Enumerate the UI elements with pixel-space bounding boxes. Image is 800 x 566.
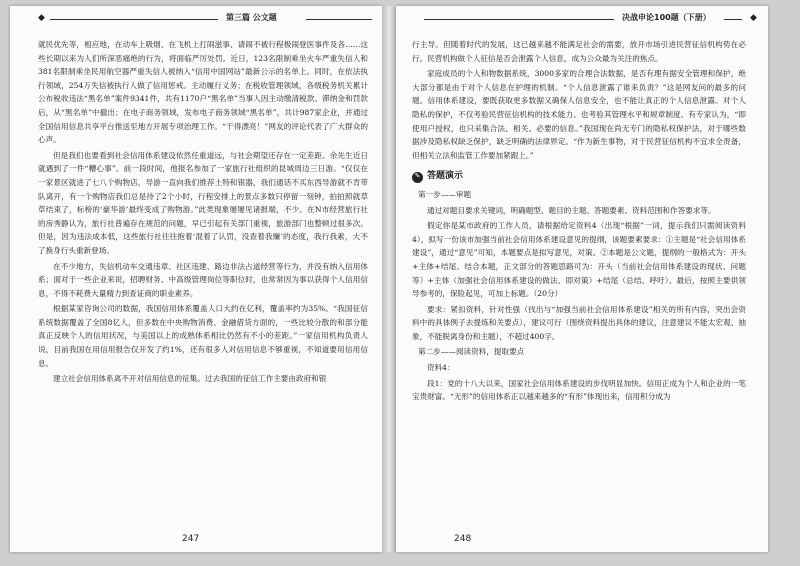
paragraph: 要求：紧扣资料，针对性强（找出与“加强当前社会信用体系建设”相关的所有内容，突出会资料中的具体例子去提炼和关要点），建议可行（围绕资料提出具体的建议，注意建议不能太宏观、抽象，不能脱离身份和主题），不超过400字。	[412, 304, 746, 341]
page-number: 248	[454, 534, 472, 544]
book-gutter	[382, 6, 396, 552]
header-rule	[50, 19, 218, 20]
left-page	[10, 6, 382, 552]
paragraph: 假定你是某市政府的工作人员，请根据给定资料4（出现“根据”一词，提示我们只需阅读资料4），拟写一份该市加强当前社会信用体系建设意见的提纲，该题要素要求：①主题是“社会信用体系建设”，通过“意见”可知，本题要点是拟写意见，对策。②本题是公文题，提纲的一般格式为：开头+主体+结尾。结合本题，正文部分的答题思路可为：开头（当前社会信用体系建设的现状、问题等）+主体（加强社会信用体系建设的做法、即对策）+结尾（总结、呼吁）。最后，按照主要供领导参考的，保险起见，可加上标题。（20分）	[412, 221, 746, 299]
diamond-icon: ◆	[750, 13, 757, 23]
right-page-body	[412, 38, 746, 406]
left-header-title: 第三篇 公文题	[226, 13, 277, 22]
section-heading	[412, 170, 746, 184]
left-page-body	[38, 38, 368, 388]
step-heading: 第一步——审题	[418, 189, 472, 199]
header-rule	[424, 19, 614, 20]
paragraph: 行主导。但随着时代的发展，这已越来越不能满足社会的需要，放开市场引进民营征信机构势在必行。民营机构做个人征信是否会泄露个人信息，成为公众最为关注的焦点。	[412, 40, 746, 63]
paragraph: 段1：党的十八大以来，国家社会信用体系建设的步伐明显加快。信用正成为个人和企业的一笔宝贵财富。“无形”的信用体系正以越来越多的“有形”体现出来，信用积分成为	[412, 378, 746, 402]
paragraph: 在不少地方，失信机动车交通违章、社区违建、路边非法占道经营等行为，并没有纳入信用体系；面对于一些企业来说，招聘财务、中高级管理岗位等职位时，也常常因为事以获得个人信用信息，不得不耗费大量精力到查证商的职业素养。	[38, 261, 368, 298]
paragraph: 建立社会信用体系离不开对信用信息的征集。过去我国的征信工作主要由政府和银	[53, 374, 327, 384]
material-label: 资料4：	[427, 363, 455, 373]
right-header-title: 决战申论100题（下册）	[622, 13, 711, 22]
header-rule	[724, 19, 742, 20]
paragraph: 家庭成员的个人和物数据系统，3000多家的合理合法数据，是否有理有据安全管理和保护，绝大部分都是由于对个人信息在护理的机制。“个人信息泄露了谁来负责？”这是网友问的最多的问题。信用体系建设，要既获取更多数据又确保人信息安全，也不能让真正的个人信息泄露。对个人隐私的保护，不仅考验民营征信机构的技术能力、也考验其管理水平和规章制度。有专家认为，“即使用户授权，也只采集合法、相关、必要的信息。”我国现在尚无专门的隐私权保护法，对于哪些数据涉及隐私权缺乏保护，缺乏明确的法律界定。“作为新生事物，对于民营征信机构不宜求全责备，但相关立法和监管工作要加紧跟上。”	[412, 69, 746, 160]
left-page-header	[38, 12, 364, 28]
paragraph: 就民优先等，相应地，在动车上吸烟、在飞机上打闹滋事、请闹不被行程极闹登医事件及各……这些长期以来为人们所深恶痛绝的行为，将面临严厉处罚。近日，123名限制乘坐火车严重失信人和381名限制乘坐民用航空器严重失信人被纳入“信用中国网站”最新公示的名单上。同时，在依法执行领域，254万失信被执行人做了信用惩戒。主动履行义务；在税收管理领域，各级税务机关累计公布税收违法“黑名单”案件9341件，共有1170户“黑名单”当事人因主动缴清税款、滞纳金和罚款后，从“黑名单”中撤出；在电子商务领域，发布电子商务领域“黑名单”，共计987家企业，并通过全国信用信息共享平台推送至地方开展专项治理工作。“干得漂亮！”网友的评论代表了广大群众的心声。	[38, 40, 368, 145]
right-page-header	[424, 12, 757, 28]
page-number: 247	[182, 534, 200, 544]
paragraph: 根据某家咨询公司的数据，我国信用体系覆盖人口大约在亿利，覆盖率约为35%。“我国征信系统数据覆盖了全国8亿人，但多数在中央购物消费、金融借贷方面的，一些比较分散的和部分能真正反映个人的信用状况，与美国以上的成熟体系相比仍然有不小的差距。”一家信用机构负责人说，目前我国在用信用报告仅开发了约1%，还有很多人对信用信息不够重视，不知道要用信用信息。	[38, 304, 368, 368]
paragraph: 通过对题目要求关键词，明确题型、题目的主题、答题要素、资料范围和作答要求等。	[427, 205, 716, 215]
right-page	[396, 6, 768, 552]
header-rule	[306, 19, 372, 20]
diamond-icon: ◆	[38, 13, 45, 23]
section-title: 答题演示	[427, 171, 464, 182]
answer-demo-icon: ✎	[412, 172, 423, 183]
paragraph: 但是我们也要看到社会信用体系建设依然任重道远，与社会期望还存在一定差距。余先生近日就遇到了一件“糟心事”。前一段时间，他报名参加了一家旅行社组织的昆城周边三日游。“仅仅在一家景区就进了七八个购物店，导游一直向我们推荐土特和银器，我们通话不买东西导游就不肯带队离开，有一个购物店我们总是待了2个小时，行程安排上的景点多数只停留一刻钟，拍拍照就草草结束了，标榜的‘豪华游’最终变成了购物游。”此类现象屡屡见诸报端，不少。在N市经营旅行社的房秀静认为，旅行社普遍存在规范的问题，早已引起有关部门重视，旅游部门也整顿过很多次。但是，因为违法成本低，这些旅行社往往抱着‘混着了认罚，没查着我赚’的态度，我行我素，大不了换身行头重新登场。	[38, 150, 368, 255]
step-heading: 第二步——阅读资料，提取要点	[418, 347, 525, 357]
